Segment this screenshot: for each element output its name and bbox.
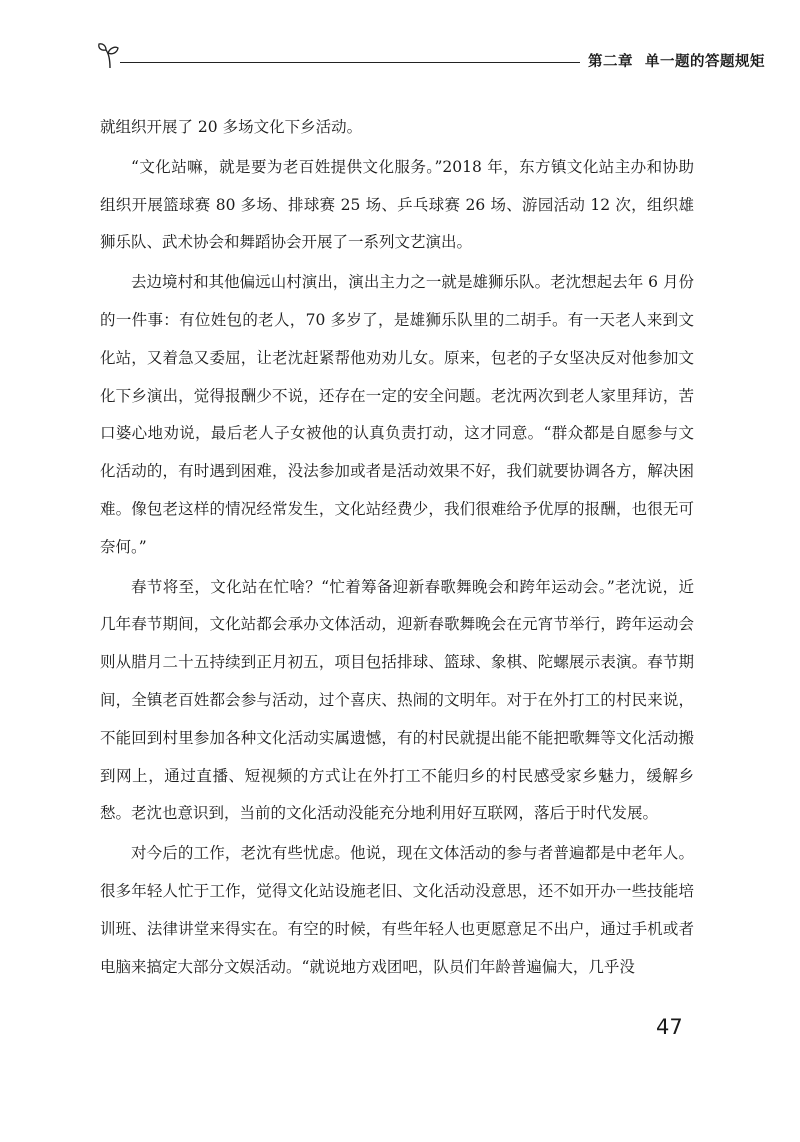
chapter-label: 第二章 bbox=[588, 54, 633, 70]
header-rule bbox=[120, 62, 580, 63]
paragraph: 春节将至，文化站在忙啥？“忙着筹备迎新春歌舞晚会和跨年运动会。”老沈说，近几年春节期间，文化站都会承办文体活动，迎新春歌舞晚会在元宵节举行，跨年运动会则从腊月二十五持续到正月初五，项目包括排球、篮球、象棋、陀螺展示表演。春节期间，全镇老百姓都会参与活动，过个喜庆、热闹的文明年。对于在外打工的村民来说，不能回到村里参加各种文化活动实属遗憾，有的村民就提出能不能把歌舞等文化活动搬到网上，通过直播、短视频的方式让在外打工不能归乡的村民感受家乡魅力，缓解乡愁。老沈也意识到，当前的文化活动没能充分地利用好互联网，落后于时代发展。 bbox=[100, 577, 694, 823]
paragraph: “文化站嘛，就是要为老百姓提供文化服务。”2018 年，东方镇文化站主办和协助组织开展篮球赛 80 多场、排球赛 25 场、乒乓球赛 26 场、游园活动 12 次，组织雄狮乐队、武术协会和舞蹈协会开展了一系列文艺演出。 bbox=[100, 157, 694, 252]
chapter-name: 单一题的答题规矩 bbox=[645, 54, 765, 70]
running-header bbox=[96, 40, 765, 72]
page-number: 47 bbox=[656, 1015, 683, 1039]
body-text bbox=[100, 109, 694, 988]
paragraph: 对今后的工作，老沈有些忧虑。他说，现在文体活动的参与者普遍都是中老年人。很多年轻人忙于工作，觉得文化站设施老旧、文化活动没意思，还不如开办一些技能培训班、法律讲堂来得实在。有空的时候，有些年轻人也更愿意足不出户，通过手机或者电脑来搞定大部分文娱活动。“就说地方戏团吧，队员们年龄普遍偏大，几乎没 bbox=[100, 844, 694, 976]
paragraph: 就组织开展了 20 多场文化下乡活动。 bbox=[100, 118, 363, 136]
paragraph: 去边境村和其他偏远山村演出，演出主力之一就是雄狮乐队。老沈想起去年 6 月份的一件事：有位姓包的老人，70 多岁了，是雄狮乐队里的二胡手。有一天老人来到文化站，又着急又委屈，让老沈赶紧帮他劝劝儿女。原来，包老的子女坚决反对他参加文化下乡演出，觉得报酬少不说，还存在一定的安全问题。老沈两次到老人家里拜访，苦口婆心地劝说，最后老人子女被他的认真负责打动，这才同意。“群众都是自愿参与文化活动的，有时遇到困难，没法参加或者是活动效果不好，我们就要协调各方，解决困难。像包老这样的情况经常发生，文化站经费少，我们很难给予优厚的报酬，也很无可奈何。” bbox=[100, 273, 694, 556]
sprout-icon bbox=[96, 40, 126, 70]
header-chapter-title bbox=[588, 50, 765, 71]
